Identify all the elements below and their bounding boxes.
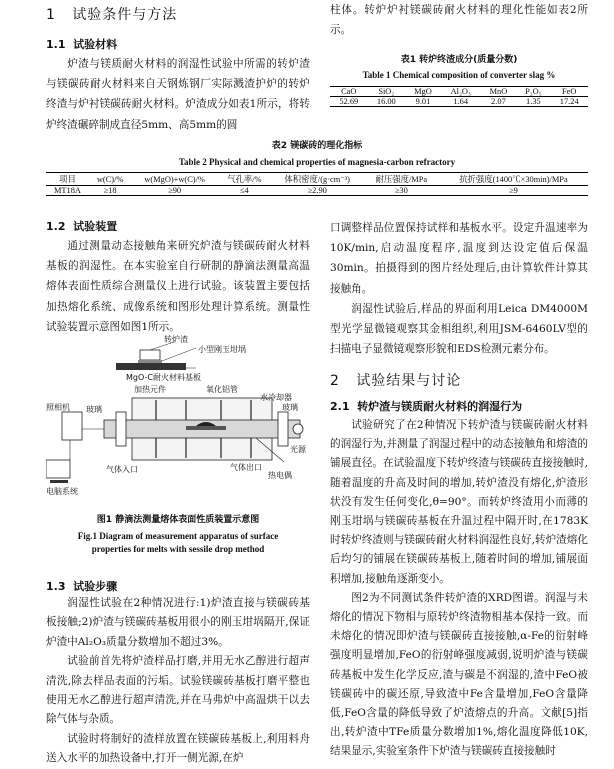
subsection-number: 2.1	[330, 400, 350, 413]
table-cell: 2.07	[491, 97, 506, 106]
subsection-2-1-body	[330, 416, 588, 762]
section-2-heading	[330, 370, 461, 390]
figure-caption-cn: 图1 静滴法测量熔体表面性质装置示意图	[96, 515, 260, 525]
section-number: 1	[46, 7, 56, 23]
table-header: w(MgO)+w(C)/%	[144, 174, 205, 184]
table-cell: 16.00	[376, 97, 396, 106]
table-2-title-cn: 表2 镁碳砖的理化指标	[271, 141, 363, 151]
table-cell: ≥18	[103, 186, 117, 195]
paragraph: 通过测量动态接触角来研究炉渣与镁碳砖耐火材料基板的润湿性。在本实验室自行研制的静滴法测量高温熔体表面性质综合测量仪上进行试验。该装置主要包括加热熔化系统、成像系统和图形处理计算系统。测量性试验装置示意图如图1所示。	[46, 240, 310, 333]
table-2-title-en: Table 2 Physical and chemical properties of magnesia-carbon refractory	[178, 157, 456, 167]
table-header: 气孔率/%	[227, 175, 262, 184]
light-source-icon	[293, 424, 303, 434]
label-light: 光源	[290, 445, 306, 454]
label-heater: 加热元件	[134, 385, 166, 394]
figure-1-caption	[46, 514, 310, 556]
table-header: 耐压强度/MPa	[375, 175, 428, 184]
subsection-1-2-heading	[46, 218, 117, 234]
subsection-number: 1.3	[46, 580, 66, 593]
table-cell: 1.64	[453, 97, 469, 106]
table-1	[330, 54, 588, 107]
right-top-body	[330, 0, 588, 40]
table-header: w(C)/%	[96, 174, 124, 184]
substrate	[186, 426, 226, 430]
table-header: MnO	[489, 87, 508, 96]
table-cell: 17.24	[559, 97, 579, 106]
figure-1	[46, 335, 310, 500]
label-computer: 电脑系统	[46, 487, 78, 496]
table-1-title-cn: 表1 转炉终渣成分(质量分数)	[400, 55, 518, 65]
label-alumina: 氧化铝管	[206, 385, 238, 394]
table-header: FeO	[561, 87, 577, 96]
label-gas-out: 气体出口	[230, 463, 262, 472]
label-slag: 转炉渣	[164, 335, 188, 344]
right-column-body	[330, 218, 588, 359]
keyboard-icon	[50, 480, 68, 483]
label-cooler: 水冷却器	[260, 393, 292, 402]
paragraph: 试验研究了在2种情况下转炉渣与镁碳砖耐火材料的润湿行为,并测量了润湿过程中的动态接触角和熔渣的铺展直径。在试验温度下转炉终渣与镁碳砖直接接触时,随着温度的升高及时间的增加,转炉渣没有熔化,炉渣形状没有发生任何变化,θ=90°。而转炉终渣用小而薄的刚玉坩埚与镁碳砖基板在升温过程中隔开时,在1783K时转炉终渣则与镁碳砖耐火材料润湿性良好,转炉渣熔化后均匀的铺展在镁碳砖基板上,随着时间的增加,铺展面积增加,接触角逐渐变小。	[330, 419, 588, 585]
label-glass-right: 玻璃	[282, 403, 298, 412]
paragraph: 润湿性试验后,样品的界面利用Leica DM4000M型光学显微镜观察其金相组织,利用JSM-6460LV型的扫描电子显微镜观察形貌和EDS检测元素分布。	[330, 302, 588, 356]
water-cooler-left	[116, 412, 126, 446]
table-cell: ≥2.90	[307, 186, 327, 195]
section-title: 试验条件与方法	[72, 7, 178, 23]
table-header: 体积密度/(g·cm⁻³)	[284, 175, 350, 184]
table-header: MgO	[414, 87, 432, 96]
table-cell: ≥9	[509, 186, 518, 195]
table-cell: ≥90	[168, 186, 182, 195]
paragraph: 口调整样品位置保持试样和基板水平。设定升温速率为10K/min,启动温度程序,温度到达设定值后保温30min。拍摄得到的图片经处理后,由计算软件计算其接触角。	[330, 222, 588, 295]
table-cell: 1.35	[526, 97, 541, 106]
mgo-c-substrate	[116, 363, 186, 370]
monitor-icon	[46, 460, 70, 478]
subsection-1-3-heading	[46, 578, 117, 594]
label-thermocouple: 热电偶	[268, 471, 292, 480]
subsection-title: 试验材料	[73, 38, 118, 51]
subsection-2-1-heading	[330, 398, 522, 414]
paragraph: 润湿性试验在2种情况进行:1)炉渣直接与镁碳砖基板接触;2)炉渣与镁碳砖基板用很小的刚玉坩埚隔开,保证炉渣中Al₂O₃质量分数增加不超过3%。	[46, 597, 310, 648]
paragraph: 试验前首先将炉渣样品打磨,并用无水乙醇进行超声清洗,除去样品表面的污垢。试验镁碳砖基板打磨平整也使用无水乙醇进行超声清洗,并在马弗炉中高温烘干以去除气体与杂质。	[46, 655, 310, 726]
table-header: 项目	[59, 175, 76, 184]
table-1-title-en: Table 1 Chemical composition of converter slag %	[362, 70, 556, 80]
table-header: Al₂O₃	[450, 87, 471, 96]
subsection-title: 试验步骤	[73, 580, 118, 593]
label-camera: 照相机	[46, 403, 70, 412]
subsection-1-3-body	[46, 594, 310, 769]
table-2-grid	[46, 172, 588, 196]
figure-caption-en-1: Fig.1 Diagram of measurement apparatus of surface	[77, 531, 279, 541]
subsection-title: 试验装置	[73, 220, 118, 233]
subsection-title: 转炉渣与镁质耐火材料的润湿行为	[357, 400, 523, 413]
label-gas-in: 气体入口	[106, 465, 138, 474]
label-crucible: 小型刚玉坩埚	[198, 345, 246, 354]
table-cell: MT18A	[53, 186, 81, 195]
table-cell: 9.01	[415, 97, 431, 106]
table-1-grid	[330, 86, 588, 107]
section-number: 2	[330, 373, 340, 389]
subsection-1-1-heading	[46, 36, 117, 52]
table-cell: ≤4	[239, 186, 249, 195]
figure-caption-en-2: properties for melts with sessile drop method	[91, 544, 265, 554]
subsection-1-2-body	[46, 236, 310, 337]
section-title: 试验结果与讨论	[356, 373, 462, 389]
paragraph: 柱体。转炉炉衬镁碳砖耐火材料的理化性能如表2所示。	[330, 4, 588, 37]
label-glass-left: 玻璃	[86, 405, 102, 414]
table-cell: 52.69	[339, 97, 359, 106]
section-1-heading	[46, 4, 177, 24]
crucible	[138, 360, 162, 363]
paragraph: 试验时将制好的渣样放置在镁碳砖基板上,利用料舟送入水平的加热设备中,打开一侧光源,在炉	[46, 732, 310, 765]
table-header: P₂O₅	[525, 87, 542, 96]
subsection-1-1-body	[46, 54, 310, 135]
slag-sample	[140, 350, 160, 360]
water-cooler-right	[278, 412, 288, 446]
label-substrate: MgO-C耐火材料基板	[126, 373, 201, 382]
paragraph: 炉渣与镁质耐火材料的润湿性试验中所需的转炉渣与镁碳砖耐火材料来自天钢炼钢厂实际溅渣护炉的转炉终渣与炉衬镁碳砖耐火材料。炉渣成分如表1所示，将转炉终渣碾碎制成直径5mm、高5mm的圆	[46, 58, 310, 131]
subsection-number: 1.1	[46, 38, 66, 51]
camera-icon	[62, 412, 82, 440]
table-header: 抗折强度(1400℃×30min)/MPa	[459, 175, 568, 184]
table-cell: ≥30	[394, 186, 408, 195]
table-2	[46, 140, 588, 196]
paragraph: 图2为不同测试条件转炉渣的XRD图谱。润湿与未熔化的情况下物相与原转炉终渣物相基本保持一致。而未熔化的情况即炉渣与镁碳砖直接接触,α-Fe的衍射峰强度明显增加,FeO的衍射峰强度减弱,说明炉渣与镁碳砖基板中发生化学反应,渣与碳是不润湿的,渣中FeO被镁碳砖中的碳还原,导致渣中Fe含量增加,FeO含量降低,FeO含量的降低导致了炉渣熔点的升高。文献[5]指出,转炉渣中TFe质量分数增加1%,熔化温度降低10K,结果显示,实验室条件下炉渣与镁碳砖直接接触时	[330, 591, 588, 758]
table-header: SiO₂	[378, 87, 395, 96]
subsection-number: 1.2	[46, 220, 66, 233]
table-header: CaO	[341, 87, 357, 96]
